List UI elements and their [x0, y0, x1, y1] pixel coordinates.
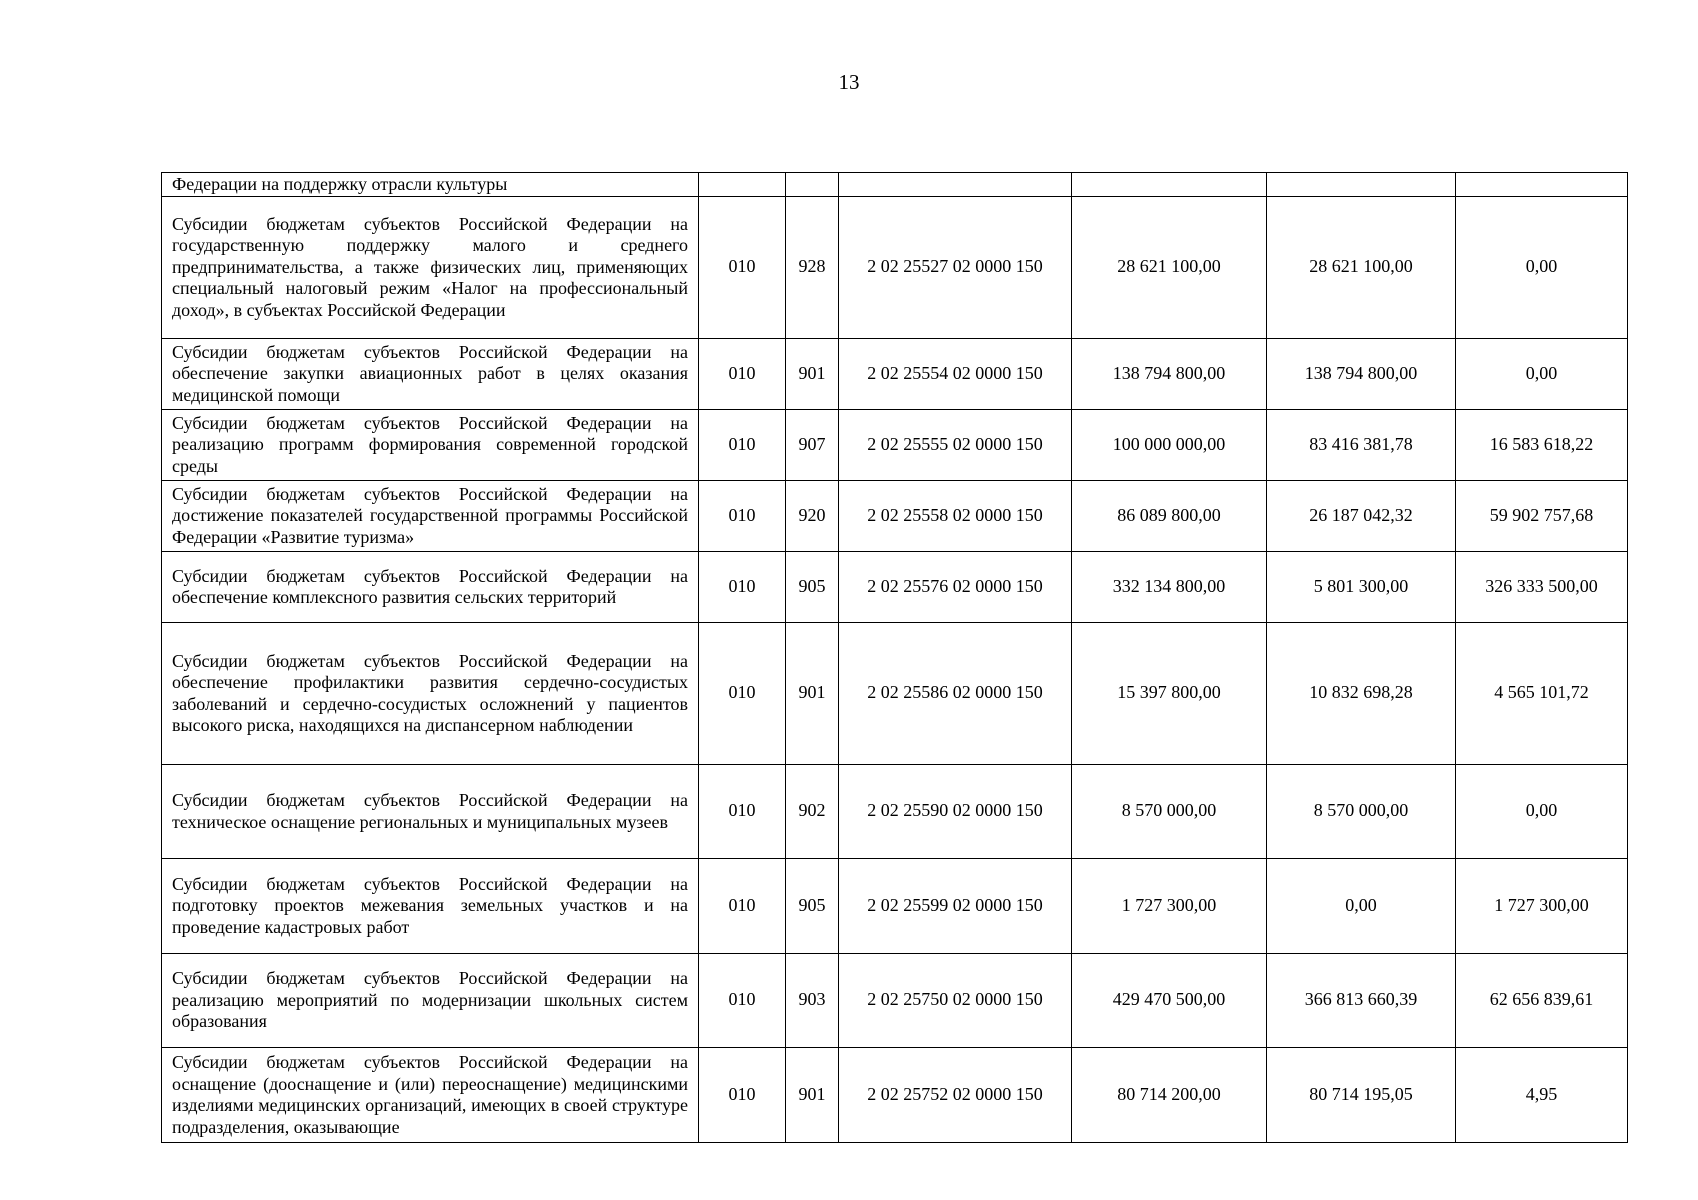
row-budget-code: 2 02 25554 02 0000 150 — [839, 338, 1072, 409]
row-code-1: 010 — [699, 858, 786, 953]
row-remainder-amount: 0,00 — [1456, 196, 1628, 338]
table-row — [162, 622, 1628, 764]
row-budget-code: 2 02 25752 02 0000 150 — [839, 1047, 1072, 1142]
table-row — [162, 173, 1628, 197]
row-plan-amount: 100 000 000,00 — [1072, 409, 1267, 480]
row-plan-amount: 332 134 800,00 — [1072, 551, 1267, 622]
row-remainder-amount: 326 333 500,00 — [1456, 551, 1628, 622]
table-row — [162, 551, 1628, 622]
row-code-2: 901 — [786, 1047, 839, 1142]
row-remainder-amount: 0,00 — [1456, 338, 1628, 409]
row-plan-amount: 8 570 000,00 — [1072, 764, 1267, 858]
row-plan-amount: 429 470 500,00 — [1072, 953, 1267, 1047]
row-budget-code: 2 02 25558 02 0000 150 — [839, 480, 1072, 551]
row-code-1: 010 — [699, 764, 786, 858]
row-remainder-amount: 16 583 618,22 — [1456, 409, 1628, 480]
row-code-2: 905 — [786, 551, 839, 622]
budget-table — [161, 172, 1628, 1143]
row-remainder-amount — [1456, 173, 1628, 197]
row-executed-amount: 10 832 698,28 — [1267, 622, 1456, 764]
row-budget-code: 2 02 25527 02 0000 150 — [839, 196, 1072, 338]
row-code-1: 010 — [699, 1047, 786, 1142]
row-code-1: 010 — [699, 480, 786, 551]
row-code-2: 905 — [786, 858, 839, 953]
row-plan-amount: 28 621 100,00 — [1072, 196, 1267, 338]
row-remainder-amount: 4,95 — [1456, 1047, 1628, 1142]
table-row — [162, 858, 1628, 953]
row-budget-code: 2 02 25576 02 0000 150 — [839, 551, 1072, 622]
table-row — [162, 196, 1628, 338]
row-plan-amount: 1 727 300,00 — [1072, 858, 1267, 953]
row-description: Субсидии бюджетам субъектов Российской Федерации на реализацию мероприятий по модернизации школьных систем образования — [162, 953, 699, 1047]
table-row — [162, 338, 1628, 409]
row-description: Субсидии бюджетам субъектов Российской Федерации на государственную поддержку малого и среднего предпринимательства, а также физических лиц, применяющих специальный налоговый режим «Налог на профессиональный доход», в субъектах Российской Федерации — [162, 196, 699, 338]
row-budget-code: 2 02 25586 02 0000 150 — [839, 622, 1072, 764]
row-plan-amount: 138 794 800,00 — [1072, 338, 1267, 409]
row-executed-amount: 83 416 381,78 — [1267, 409, 1456, 480]
row-code-1: 010 — [699, 953, 786, 1047]
row-code-2: 903 — [786, 953, 839, 1047]
table-row — [162, 409, 1628, 480]
row-remainder-amount: 62 656 839,61 — [1456, 953, 1628, 1047]
row-plan-amount: 86 089 800,00 — [1072, 480, 1267, 551]
row-code-2: 901 — [786, 338, 839, 409]
row-description: Федерации на поддержку отрасли культуры — [162, 173, 699, 197]
row-remainder-amount: 1 727 300,00 — [1456, 858, 1628, 953]
row-description: Субсидии бюджетам субъектов Российской Федерации на обеспечение закупки авиационных работ в целях оказания медицинской помощи — [162, 338, 699, 409]
row-remainder-amount: 59 902 757,68 — [1456, 480, 1628, 551]
row-code-2: 907 — [786, 409, 839, 480]
row-code-2: 928 — [786, 196, 839, 338]
row-code-1 — [699, 173, 786, 197]
table-row — [162, 480, 1628, 551]
row-code-2: 920 — [786, 480, 839, 551]
row-code-2 — [786, 173, 839, 197]
row-budget-code: 2 02 25590 02 0000 150 — [839, 764, 1072, 858]
table-row — [162, 1047, 1628, 1142]
row-code-1: 010 — [699, 409, 786, 480]
row-budget-code: 2 02 25555 02 0000 150 — [839, 409, 1072, 480]
row-code-1: 010 — [699, 338, 786, 409]
row-code-1: 010 — [699, 196, 786, 338]
table-row — [162, 764, 1628, 858]
row-description: Субсидии бюджетам субъектов Российской Федерации на техническое оснащение региональных и муниципальных музеев — [162, 764, 699, 858]
row-executed-amount: 138 794 800,00 — [1267, 338, 1456, 409]
table-row — [162, 953, 1628, 1047]
page-number: 13 — [838, 70, 860, 94]
row-plan-amount — [1072, 173, 1267, 197]
row-description: Субсидии бюджетам субъектов Российской Федерации на подготовку проектов межевания земельных участков и на проведение кадастровых работ — [162, 858, 699, 953]
row-remainder-amount: 0,00 — [1456, 764, 1628, 858]
row-executed-amount: 26 187 042,32 — [1267, 480, 1456, 551]
row-plan-amount: 15 397 800,00 — [1072, 622, 1267, 764]
row-executed-amount: 5 801 300,00 — [1267, 551, 1456, 622]
row-description: Субсидии бюджетам субъектов Российской Федерации на оснащение (дооснащение и (или) переоснащение) медицинскими изделиями медицинских организаций, имеющих в своей структуре подразделения, оказывающие — [162, 1047, 699, 1142]
row-code-1: 010 — [699, 622, 786, 764]
row-code-2: 901 — [786, 622, 839, 764]
row-executed-amount: 80 714 195,05 — [1267, 1047, 1456, 1142]
row-executed-amount: 28 621 100,00 — [1267, 196, 1456, 338]
row-budget-code: 2 02 25599 02 0000 150 — [839, 858, 1072, 953]
row-remainder-amount: 4 565 101,72 — [1456, 622, 1628, 764]
row-description: Субсидии бюджетам субъектов Российской Федерации на реализацию программ формирования современной городской среды — [162, 409, 699, 480]
row-budget-code — [839, 173, 1072, 197]
row-code-2: 902 — [786, 764, 839, 858]
row-budget-code: 2 02 25750 02 0000 150 — [839, 953, 1072, 1047]
row-description: Субсидии бюджетам субъектов Российской Федерации на обеспечение комплексного развития сельских территорий — [162, 551, 699, 622]
row-description: Субсидии бюджетам субъектов Российской Федерации на достижение показателей государственной программы Российской Федерации «Развитие туризма» — [162, 480, 699, 551]
row-code-1: 010 — [699, 551, 786, 622]
row-executed-amount: 8 570 000,00 — [1267, 764, 1456, 858]
row-executed-amount — [1267, 173, 1456, 197]
row-description: Субсидии бюджетам субъектов Российской Федерации на обеспечение профилактики развития сердечно-сосудистых заболеваний и сердечно-сосудистых осложнений у пациентов высокого риска, находящихся на диспансерном наблюдении — [162, 622, 699, 764]
row-executed-amount: 0,00 — [1267, 858, 1456, 953]
row-plan-amount: 80 714 200,00 — [1072, 1047, 1267, 1142]
row-executed-amount: 366 813 660,39 — [1267, 953, 1456, 1047]
